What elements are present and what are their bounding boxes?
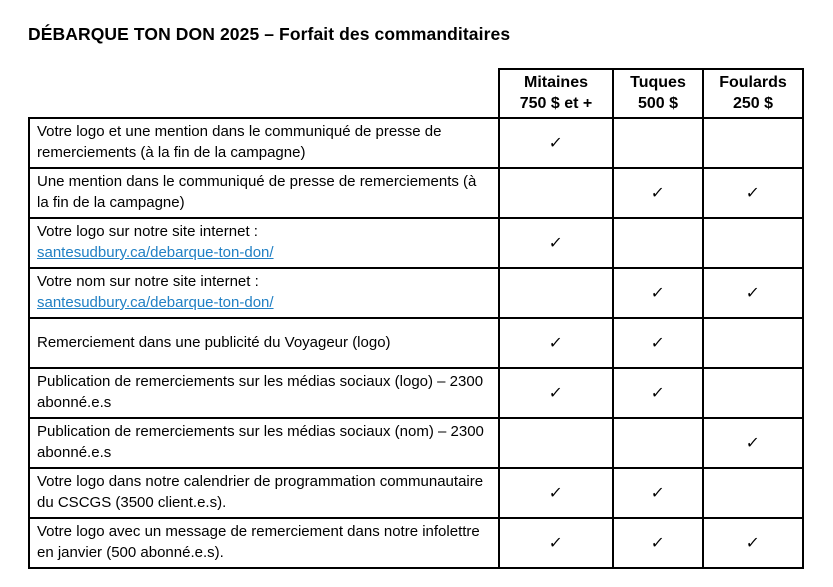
table-row bbox=[29, 418, 803, 468]
row-description bbox=[29, 418, 499, 468]
column-header-tuques bbox=[613, 69, 703, 118]
column-name: Mitaines bbox=[523, 73, 588, 91]
row-description bbox=[29, 468, 499, 518]
check-cell-foulards bbox=[703, 318, 803, 368]
row-text: Votre logo sur notre site internet : bbox=[37, 223, 258, 241]
column-header-mitaines bbox=[499, 69, 613, 118]
check-cell-foulards bbox=[703, 268, 803, 318]
table-row bbox=[29, 518, 803, 568]
checkmark-icon: ✓ bbox=[745, 183, 761, 202]
column-name: Tuques bbox=[630, 73, 686, 91]
check-cell-mitaines bbox=[499, 368, 613, 418]
check-cell-tuques bbox=[613, 168, 703, 218]
checkmark-icon: ✓ bbox=[548, 133, 564, 152]
row-description bbox=[29, 218, 499, 268]
check-cell-foulards bbox=[703, 118, 803, 168]
check-cell-foulards bbox=[703, 518, 803, 568]
checkmark-icon: ✓ bbox=[548, 233, 564, 252]
table-body bbox=[29, 118, 803, 568]
check-cell-mitaines bbox=[499, 118, 613, 168]
check-cell-mitaines bbox=[499, 518, 613, 568]
check-cell-tuques bbox=[613, 218, 703, 268]
check-cell-tuques bbox=[613, 118, 703, 168]
row-description bbox=[29, 268, 499, 318]
check-cell-mitaines bbox=[499, 318, 613, 368]
row-text: Publication de remerciements sur les médias sociaux (logo) – 2300 abonné.e.s bbox=[37, 373, 484, 411]
checkmark-icon: ✓ bbox=[548, 333, 564, 352]
check-cell-foulards bbox=[703, 368, 803, 418]
checkmark-icon: ✓ bbox=[548, 533, 564, 552]
check-cell-mitaines bbox=[499, 418, 613, 468]
row-text: Votre logo avec un message de remerciement dans notre infolettre en janvier (500 abonné.e.s). bbox=[37, 523, 480, 561]
table-row bbox=[29, 168, 803, 218]
row-description bbox=[29, 118, 499, 168]
checkmark-icon: ✓ bbox=[745, 283, 761, 302]
check-cell-foulards bbox=[703, 418, 803, 468]
table-row bbox=[29, 218, 803, 268]
check-cell-tuques bbox=[613, 518, 703, 568]
header-row bbox=[29, 69, 803, 118]
checkmark-icon: ✓ bbox=[745, 433, 761, 452]
row-text: Publication de remerciements sur les médias sociaux (nom) – 2300 abonné.e.s bbox=[37, 423, 484, 461]
row-description bbox=[29, 318, 499, 368]
check-cell-tuques bbox=[613, 268, 703, 318]
checkmark-icon: ✓ bbox=[650, 183, 666, 202]
table-row bbox=[29, 318, 803, 368]
checkmark-icon: ✓ bbox=[745, 533, 761, 552]
row-description bbox=[29, 168, 499, 218]
checkmark-icon: ✓ bbox=[650, 383, 666, 402]
table-row bbox=[29, 368, 803, 418]
table-header bbox=[29, 69, 803, 118]
row-text: Votre logo dans notre calendrier de programmation communautaire du CSCGS (3500 client.e.s). bbox=[37, 473, 484, 511]
column-name: Foulards bbox=[719, 73, 787, 91]
check-cell-mitaines bbox=[499, 268, 613, 318]
check-cell-mitaines bbox=[499, 168, 613, 218]
check-cell-foulards bbox=[703, 168, 803, 218]
checkmark-icon: ✓ bbox=[650, 483, 666, 502]
check-cell-foulards bbox=[703, 468, 803, 518]
corner-cell bbox=[29, 69, 499, 118]
table-row bbox=[29, 118, 803, 168]
check-cell-tuques bbox=[613, 318, 703, 368]
column-price: 750 $ et + bbox=[519, 94, 593, 112]
table-row bbox=[29, 468, 803, 518]
checkmark-icon: ✓ bbox=[548, 383, 564, 402]
column-price: 250 $ bbox=[732, 94, 774, 112]
website-link[interactable]: santesudbury.ca/debarque-ton-don/ bbox=[37, 244, 274, 261]
check-cell-tuques bbox=[613, 368, 703, 418]
check-cell-tuques bbox=[613, 468, 703, 518]
row-text: Une mention dans le communiqué de presse de remerciements (à la fin de la campagne) bbox=[37, 173, 477, 211]
row-text: Votre nom sur notre site internet : bbox=[37, 273, 259, 291]
check-cell-mitaines bbox=[499, 218, 613, 268]
column-price: 500 $ bbox=[637, 94, 679, 112]
checkmark-icon: ✓ bbox=[650, 333, 666, 352]
check-cell-foulards bbox=[703, 218, 803, 268]
website-link[interactable]: santesudbury.ca/debarque-ton-don/ bbox=[37, 294, 274, 311]
page-title: DÉBARQUE TON DON 2025 – Forfait des commanditaires bbox=[28, 24, 511, 44]
row-text: Votre logo et une mention dans le communiqué de presse de remerciements (à la fin de la campagne) bbox=[37, 123, 442, 161]
row-description bbox=[29, 368, 499, 418]
checkmark-icon: ✓ bbox=[650, 533, 666, 552]
checkmark-icon: ✓ bbox=[650, 283, 666, 302]
check-cell-tuques bbox=[613, 418, 703, 468]
check-cell-mitaines bbox=[499, 468, 613, 518]
row-description bbox=[29, 518, 499, 568]
table-row bbox=[29, 268, 803, 318]
column-header-foulards bbox=[703, 69, 803, 118]
sponsor-package-table bbox=[28, 68, 804, 569]
row-text: Remerciement dans une publicité du Voyageur (logo) bbox=[37, 333, 391, 351]
checkmark-icon: ✓ bbox=[548, 483, 564, 502]
